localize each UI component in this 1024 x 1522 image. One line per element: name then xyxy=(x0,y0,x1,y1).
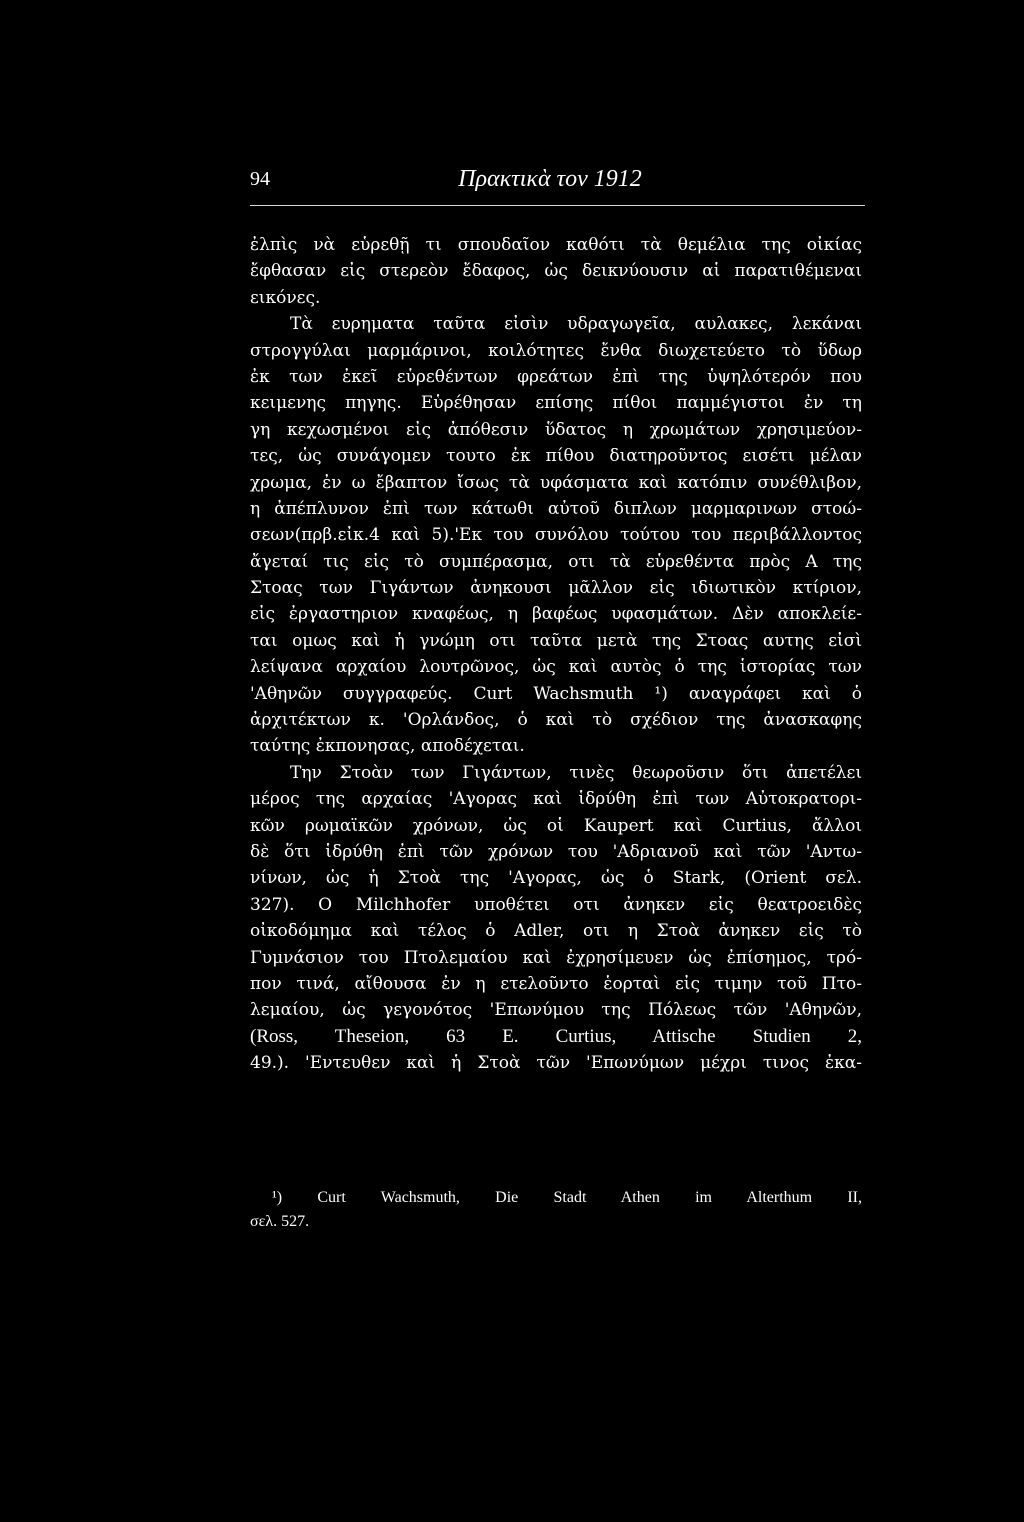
text-line: κειμενης πηγης. Εὑρέθησαν επίσης πίθοι παμμέγιστοι ἐν τη xyxy=(250,393,862,414)
text-line: χρωμα, ἐν ω ἔβαπτον ἴσως τὰ υφάσματα καὶ κατόπιν συνέθλιβον, xyxy=(250,472,862,493)
text-line: ἄγεταί τις εἰς τὸ συμπέρασμα, οτι τὰ εὑρεθέντα πρὸς Α της xyxy=(250,551,862,572)
footnotes xyxy=(250,1186,862,1234)
text-line: λεμαίου, ὡς γεγονότος 'Επωνύμου της Πόλεως τῶν 'Αθηνῶν, xyxy=(250,1000,862,1021)
text-line: λείψανα αρχαίου λουτρῶνος, ὡς καὶ αυτὸς ὁ της ἱστορίας των xyxy=(250,657,862,678)
text-line: τες, ὡς συνάγομεν τουτο ἐκ πίθου διατηροῦντος εισέτι μέλαν xyxy=(250,446,862,467)
running-title: Πρακτικὰ τον 1912 xyxy=(458,166,642,192)
footnote-line: ¹) Curt Wachsmuth, Die Stadt Athen im Alterthum II, xyxy=(272,1189,862,1206)
text-line: Γυμνάσιον του Πτολεμαίου καὶ ἐχρησίμευεν ὡς ἐπίσημος, τρό- xyxy=(250,947,862,968)
text-line: ἐλπὶς νὰ εὑρεθῇ τι σπουδαῖον καθότι τὰ θεμέλια της οἰκίας xyxy=(250,235,862,255)
text-line: σεων(πρβ.εἰκ.4 καὶ 5).'Εκ του συνόλου τούτου του περιβάλλοντος xyxy=(250,525,862,546)
body-text xyxy=(250,232,862,1077)
text-line: μέρος της αρχαίας 'Αγορας καὶ ἱδρύθη ἐπὶ των Αὐτοκρατορι- xyxy=(250,789,862,810)
page-number: 94 xyxy=(250,168,270,190)
text-line: εἰς ἐργαστηριον κναφέως, η βαφέως υφασμάτων. Δὲν αποκλείε- xyxy=(250,604,862,625)
text-line: στρογγύλαι μαρμάρινοι, κοιλότητες ἔνθα διωχετεύετο τὸ ὕδωρ xyxy=(250,340,862,361)
text-line: Στοας των Γιγάντων ἀνηκουσι μᾶλλον εἰς ιδιωτικὸν κτίριον, xyxy=(250,578,862,599)
text-line: Την Στοὰν των Γιγάντων, τινὲς θεωροῦσιν ὅτι ἀπετέλει xyxy=(290,762,862,783)
text-line: 'Αθηνῶν συγγραφεύς. Curt Wachsmuth ¹) αναγράφει καὶ ὁ xyxy=(250,683,862,704)
text-line: γη κεχωσμένοι εἰς ἀπόθεσιν ὕδατος η χρωμάτων χρησιμεύον- xyxy=(250,419,862,440)
text-line: ἀρχιτέκτων κ. 'Ορλάνδος, ὁ καὶ τὸ σχέδιον της ἀνασκαφης xyxy=(250,710,862,731)
text-line: η ἀπέπλυνον ἐπὶ των κάτωθι αὐτοῦ διπλων μαρμαρινων στοώ- xyxy=(250,498,862,519)
text-line: 327). Ο Milchhofer υποθέτει οτι ἀνηκεν εἰς θεατροειδὲς xyxy=(250,894,862,915)
text-line: νίνων, ὡς ἡ Στοὰ της 'Αγορας, ὡς ὁ Stark, (Orient σελ. xyxy=(250,868,862,889)
text-line: οἰκοδόμημα καὶ τέλος ὁ Adler, οτι η Στοὰ ἀνηκεν εἰς τὸ xyxy=(250,921,862,942)
text-line: Τὰ ευρηματα ταῦτα εἰσὶν υδραγωγεῖα, αυλακες, λεκάναι xyxy=(290,314,862,335)
text-line: ἔφθασαν εἰς στερεὸν ἔδαφος, ὡς δεικνύουσιν αἱ παρατιθέμεναι xyxy=(250,261,862,282)
text-line: ἐκ των ἐκεῖ εὑρεθέντων φρεάτων ἐπὶ της ὑψηλότερόν που xyxy=(250,366,862,387)
text-line: κῶν ρωμαϊκῶν χρόνων, ὡς οἱ Kaupert καὶ Curtius, ἄλλοι xyxy=(250,815,862,836)
footnote-line: σελ. 527. xyxy=(250,1213,310,1230)
text-line: πον τινά, αἴθουσα ἐν η ετελοῦντο ἑορταὶ εἰς τιμην τοῦ Πτο- xyxy=(250,973,862,994)
text-line: (Ross, Theseion, 63 E. Curtius, Attische Studien 2, xyxy=(250,1025,862,1047)
text-line: ταύτης ἐκπονησας, αποδέχεται. xyxy=(250,736,525,757)
text-line: 49.). 'Εντευθεν καὶ ἡ Στοὰ τῶν 'Επωνύμων μέχρι τινος ἐκα- xyxy=(250,1053,862,1074)
header-rule xyxy=(250,205,865,206)
text-line: δὲ ὅτι ἱδρύθη ἐπὶ τῶν χρόνων του 'Αδριανοῦ καὶ τῶν 'Αντω- xyxy=(250,841,862,862)
text-line: εικόνες. xyxy=(250,287,321,308)
text-line: ται ομως καὶ ἡ γνώμη οτι ταῦτα μετὰ της Στοας αυτης εἰσὶ xyxy=(250,630,862,651)
page-header xyxy=(250,168,850,202)
